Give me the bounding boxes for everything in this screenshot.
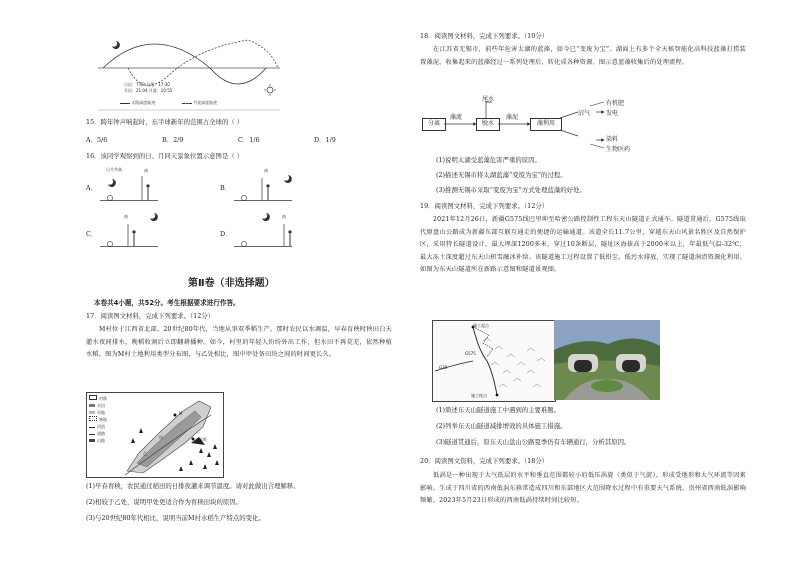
q18-sub-1: (1)说明太湖受蓝藻危害严重的原因。 bbox=[436, 156, 541, 164]
q18-paragraph: 在江苏省无锡市，前些年危害太湖的蓝藻，如今已“变废为宝”。湖面上有多个全天候智能化高科技蓝藻打捞装置藻泥，收集起来的蓝藻经过一系列处理后，转化成各种资源。图示意蓝藻收集后的处理流程。 bbox=[420, 46, 746, 66]
legend-item: 旱地 bbox=[97, 410, 105, 415]
route-label-g30: G30 bbox=[439, 365, 448, 370]
q19-sub-3: (3)隧道贯通后，原东天山盘山公路夏季仍有车辆通行，分析其原因。 bbox=[436, 438, 631, 446]
sun-icon bbox=[107, 195, 112, 200]
q16-fig-a-label: 日月共高 bbox=[106, 167, 122, 172]
moon-icon bbox=[112, 41, 120, 49]
person-icon bbox=[132, 230, 135, 233]
route-label-start: 施工起点 bbox=[473, 323, 489, 328]
flow-label-algae-flow: 藻流 bbox=[450, 114, 463, 121]
figure-info bbox=[124, 82, 172, 94]
map-label-jia: 甲 bbox=[159, 435, 163, 440]
tunnel-photo bbox=[554, 320, 660, 400]
moon-icon bbox=[150, 213, 158, 221]
flow-box-utilize: 藻利用 bbox=[530, 118, 562, 131]
q20-head: 20．阅读图文资料，完成下列要求。（18分） bbox=[420, 457, 549, 465]
legend-item: 村落 bbox=[99, 396, 107, 401]
q17-map-legend bbox=[89, 395, 119, 444]
sun-icon bbox=[241, 195, 246, 200]
flow-box-dewater: 脱水 bbox=[476, 118, 500, 131]
q17-paragraph: M村位于江西省北部，20世纪80年代，当地从事双季稻生产。那时农民以水调温，早春育秧时秧田白天灌水夜间排水，晚稻收割后立即翻耕播种。如今，村里的年轻人纷纷外出工作，但水田不再荒芜，依然种植水稻。图为M村土地利用类型分布图，与乙处相比，图中甲处备田块之间的时间更长久。 bbox=[86, 326, 392, 358]
sun-icon bbox=[107, 241, 112, 246]
left-column bbox=[78, 0, 396, 562]
person-icon bbox=[266, 184, 269, 187]
q16-stem: 16．该同学观察到的日、月同天景象位置示意图是（ ） bbox=[86, 152, 244, 160]
sun-icon bbox=[264, 84, 276, 96]
q16-figure-b bbox=[232, 164, 294, 202]
moon-icon bbox=[108, 179, 116, 187]
map-label-reservoir: 水库 bbox=[199, 437, 207, 442]
q16-fig-a-south: 南 bbox=[144, 168, 148, 173]
flow-label-organic-fertilizer: 有机肥 bbox=[606, 100, 625, 107]
q18-sub-2: (2)描述无锡市将太湖蓝藻“变废为宝”的过程。 bbox=[436, 171, 567, 179]
q15-option-d[interactable]: D．1/9 bbox=[314, 136, 336, 144]
route-label-end: 施工终点 bbox=[471, 393, 487, 398]
person-icon bbox=[288, 230, 291, 233]
q17-map-drawing bbox=[119, 393, 223, 477]
q19-sub-2: (2)列举东天山隧道减排增效的具体施工措施。 bbox=[436, 422, 567, 430]
q16-option-b[interactable]: B． bbox=[220, 184, 232, 192]
legend-item: 道路 bbox=[97, 431, 105, 436]
q16-fig-c-south: 南 bbox=[124, 214, 128, 219]
q15-stem: 15．跨年钟声响起时，东半球新年的范围占全球的（ ） bbox=[86, 118, 244, 126]
flow-label-algae-mud: 藻泥 bbox=[506, 114, 519, 121]
moon-icon bbox=[284, 175, 292, 183]
map-label-yi: 乙 bbox=[143, 451, 147, 456]
q18-head: 18．阅读图文材料，完成下列要求。（10分） bbox=[420, 32, 549, 40]
legend-sun: 太阳高度轨迹 bbox=[131, 100, 156, 105]
flow-box-separate: 分离 bbox=[422, 118, 446, 131]
legend-item: 山地 bbox=[97, 438, 105, 443]
info-line: 日出：7:03 日落：17:30 bbox=[124, 82, 170, 87]
section-note: 本卷共4小题，共52分。考生根据要求进行作答。 bbox=[94, 299, 240, 307]
info-line: 月出：21:04 月落：10:55 bbox=[124, 88, 173, 93]
sun-icon bbox=[241, 241, 246, 246]
q17-head: 17．阅读图文材料，完成下列要求。（12分） bbox=[86, 312, 215, 320]
flow-label-biogas: 沼气 bbox=[578, 110, 591, 117]
right-column bbox=[420, 0, 750, 562]
q15-option-b[interactable]: B．2/9 bbox=[162, 136, 184, 144]
q20-paragraph: 低涡是一种出现于大气低层的水平和垂直范围都较小的低压涡旋（类似于气旋）。形成受地形和大气环流等因素影响。生成于四川省的西南低涡东移常造成四川和东部地区大范围降水过程中有重要天气系统，贵州省西南低涡影响频繁。2023年5月23日形成的西南低涡持续时间比较短。 bbox=[420, 472, 746, 504]
route-label-g575: G575 bbox=[465, 351, 476, 356]
route-map-drawing bbox=[433, 321, 555, 401]
q16-fig-b-south: 南 bbox=[264, 168, 268, 173]
tunnel-photo-drawing bbox=[554, 320, 660, 400]
legend-moon: 月亮高度轨迹 bbox=[193, 100, 218, 105]
q16-figure-c bbox=[98, 210, 160, 248]
q15-option-c[interactable]: C．1/6 bbox=[238, 136, 260, 144]
flow-label-tailwater: 尾水 bbox=[482, 96, 495, 103]
flow-label-dye: 染料 bbox=[606, 136, 619, 143]
legend-item: 水田 bbox=[97, 403, 105, 408]
q17-sub-3: (3)与20世纪80年代相比，说明当前M村水稻生产特点的变化。 bbox=[86, 514, 265, 522]
q16-option-d[interactable]: D． bbox=[220, 230, 232, 238]
legend-item: 林地 bbox=[99, 417, 107, 422]
q15-option-a[interactable]: A．5/6 bbox=[86, 136, 108, 144]
q19-head: 19．阅读图文材料，完成下列要求。（12分） bbox=[420, 202, 549, 210]
section-title: 第Ⅱ卷（非选择题） bbox=[188, 278, 275, 289]
q16-option-c[interactable]: C． bbox=[86, 230, 98, 238]
person-icon bbox=[146, 184, 149, 187]
q19-paragraph: 2021年12月26日，新疆G575线巴里坤至哈密公路控制性工程东天山隧道正式通车。隧道贯通后，G575线取代原盘山公路成为新疆东部互联互通走的便捷的运输通道。该道全长11.7公里，穿越东天山风景名胜区及自然保护区，采用特长隧道设计，最大埋深1200多米，穿过10条断层，隧址区海拔高于2000米以上，年最低气温-32℃，最大冻土深度超过东天山积雪融冰补给。该隧道施工过程设置了低铅尘、低污水排放，实现了隧道洞渣资源化利用。如图为东天山隧道所在新路示意图和隧道景观图。 bbox=[420, 216, 746, 273]
q17-map bbox=[86, 392, 224, 478]
q17-sub-1: (1)早春育秧，农民通过稻田的日排夜灌来调节温度。请对此做出合理解释。 bbox=[86, 482, 300, 490]
figure-legend bbox=[120, 100, 217, 106]
moon-icon bbox=[262, 213, 270, 221]
map-label-m: M bbox=[179, 411, 183, 416]
flow-label-biomedicine: 生物医药 bbox=[606, 146, 631, 153]
q17-sub-2: (2)相较于乙处，说明甲处更适合作为育秧田块的原因。 bbox=[86, 498, 243, 506]
sun-altitude-curve bbox=[103, 44, 266, 84]
flow-label-power: 发电 bbox=[606, 110, 619, 117]
q16-option-a[interactable]: A． bbox=[86, 184, 98, 192]
q18-sub-3: (3)推测无锡市采取“变废为宝”方式处理蓝藻的好处。 bbox=[436, 186, 586, 194]
q19-sub-1: (1)简述东天山隧道施工中遇到的主要难题。 bbox=[436, 406, 561, 414]
q16-fig-d-south: 南 bbox=[282, 214, 286, 219]
q18-flow-diagram bbox=[420, 92, 650, 152]
q19-route-map bbox=[432, 320, 556, 402]
legend-item: 河流 bbox=[97, 424, 105, 429]
